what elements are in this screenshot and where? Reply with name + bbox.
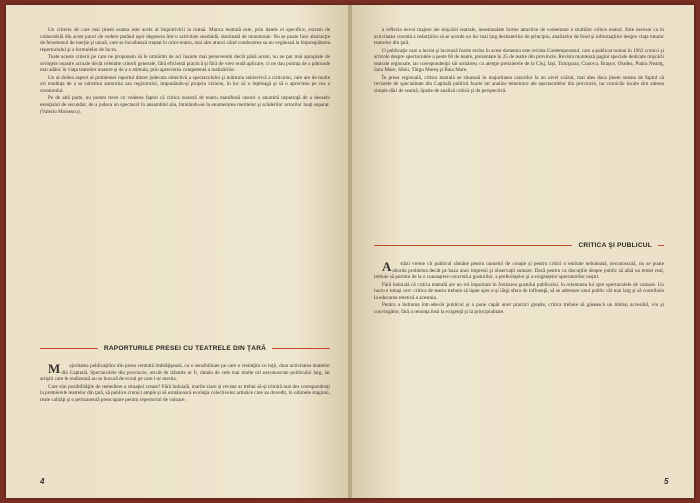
right-section-header bbox=[374, 237, 664, 253]
left-page bbox=[6, 5, 348, 498]
right-section-column bbox=[374, 261, 664, 316]
paragraph: Care sînt posibilităţile de remediere a situaţiei create? Fără îndoială, marile ziare şi reviste ar trebui să-şi trimită mai des corespondenţi la premierele teatrelor din ţară, să publice cronici ample şi să urmărească evoluţia colectivelor artistice care au dovedit, în ultimele stagiuni, reale calităţi şi o permanentă preocupare pentru repertoriul de valoare. bbox=[40, 383, 330, 403]
paragraph: Un al doilea aspect al problemei raportul dintre judecata obiectivă a spectacolului şi mărturia subiectivă a criticului, care are de multe ori tendinţa de a se substitui autorului sau regizorului, impunându-şi propria viziune, în loc să o înţeleagă şi să o aprecieze pe cea a creatorului. bbox=[40, 74, 330, 94]
book-spread bbox=[6, 5, 694, 498]
paragraph: a reflecta nevoi majore ale mişcării teatrale, nesemnalate forme atractive de comentare a studiilor critice teatral. Este necesar ca în activitatea curentă a redacţiilor să se acorde un loc mai larg dezbaterilor de principiu, analizelor de fond şi informaţiilor despre viaţa tuturor teatrelor din ţară. bbox=[374, 27, 664, 47]
left-section-header bbox=[40, 340, 330, 356]
right-top-column bbox=[374, 27, 664, 95]
title-rule-right bbox=[272, 348, 330, 349]
section-title: CRITICA ŞI PUBLICUL bbox=[578, 241, 652, 249]
paragraph: Pentru a îndruma într-adevăr publicul şi a pune capăt unor practici greşite, critica trebuie să găsească un limbaj accesibil, viu şi convingător, fără a renunţa însă la exigenţă şi la principialitate. bbox=[374, 302, 664, 315]
left-top-column bbox=[40, 27, 330, 116]
paragraph: Toate aceste criterii pe care ne propunem să le urmărim de aci înainte mai perseverent decât până acum, nu ne par mai apropiate de cerinţele noastre actuale decât celelalte criterii generale, fără eficientă practică şi fără de vreo reală aplicare, ci ne dau putinţa de a pătrunde mai adânc în viaţa teatrelor noastre şi de a o stimula, prin aprecierea competentă a realizărilor. bbox=[40, 54, 330, 74]
left-section-column bbox=[40, 363, 330, 404]
right-page bbox=[352, 5, 694, 498]
paragraph: În presa regională, critica teatrală se situează în majoritatea cazurilor la un nivel scăzut, mai ales daca ţinem seama de faptul că revistele de specialitate din Capitală publică foarte rar analize temeinice ale spectacolelor din provincie, iar cronicile locale sînt adesea simple dări de seamă, lipsite de analiză critică şi de perspectivă. bbox=[374, 74, 664, 94]
title-rule-right bbox=[658, 245, 664, 246]
title-rule-left bbox=[374, 245, 572, 246]
title-rule-left bbox=[40, 348, 98, 349]
page-number: 5 bbox=[664, 477, 669, 486]
paragraph: Un criteriu de care mai ținem seama este acela al împotrivirii la rutină. Munca teatrală este, prin datele ei specifice, extrem de vulnerabilă din acest punct de vedere putând uşor degenera într-o activitate searbădă, dominată de monotonie. Nu se poate face abstracţie de fenomenul de inerţie şi uzură, care se încuibează treptat în orice teatru, mai ales atunci când conducerea sa nu veghează la împrospătarea repertoriului şi a formulelor de lucru. bbox=[40, 27, 330, 53]
page-number: 4 bbox=[40, 477, 45, 486]
paragraph: Fără îndoială că critica teatrală are un rol important în formarea gustului publicului, în orientarea lui spre spectacolele de valoare. Un lucru e totuşi cert: critica de teatru trebuie să lupte spre a-şi lărgi sfera de influenţă, să se adreseze unui public cât mai larg şi să contribuie la educarea estetică a acestuia. bbox=[374, 281, 664, 301]
paragraph: O publicaţie care a lucrat şi lucrează foarte serios în acest domeniu este revista Contemporanul, care a publicat numai în 1962 cronici şi articole despre spectacolele a peste 60 de teatre, prezentate în 25 de teatre din provincie. Revista montează pagini speciale dedicate mişcării teatrale regionale, iar corespondenţii săi urmăresc cu atenţie premierele de la Cluj, Iaşi, Timişoara, Craiova, Braşov, Oradea, Piatra Neamţ, Satu Mare, Sibiu, Târgu Mureş şi Baia Mare. bbox=[374, 47, 664, 74]
section-title: RAPORTURILE PRESEI CU TEATRELE DIN ŢARĂ bbox=[103, 344, 267, 352]
paragraph: Astăzi vreme cît publicul râmâne pentru oamenii de creaţie şi pentru critici o entitate nebuloasă, necunoscută, nu se poate aborda problema decât pe baza unor impresii şi observaţii sumare. Dacă pentru ca discuţiile despre public să aibă un temei real, trebuie să pornim de la o cunoaştere concretă a gusturilor, a preferinţelor şi a exigenţelor spectatorilor noştri. bbox=[374, 259, 664, 281]
paragraph: Pe de altă parte, nu putem trece cu vederea faptul că critica noastră de teatru manifestă uneori o anumită neputinţă de a deosebi esenţialul de secundar, de a judeca un spectacol în ansamblul său, limitându-se la enumerarea meritelor şi scăderilor actorilor luaţi separat. (Valeriu Moisescu). bbox=[40, 95, 330, 115]
paragraph: Majoritatea publicaţiilor din presa centrală îmbrăţişează, cu o sensibilitate pe care o resimţim cu toţii, doar activitatea teatrelor din Capitală. Spectacolele din provincie, oricât de izbutite ar fi, rămân de cele mai multe ori necunoscute publicului larg, iar artiştii care le realizează nu se bucură de ecoul pe care l-ar merita. bbox=[40, 361, 330, 383]
